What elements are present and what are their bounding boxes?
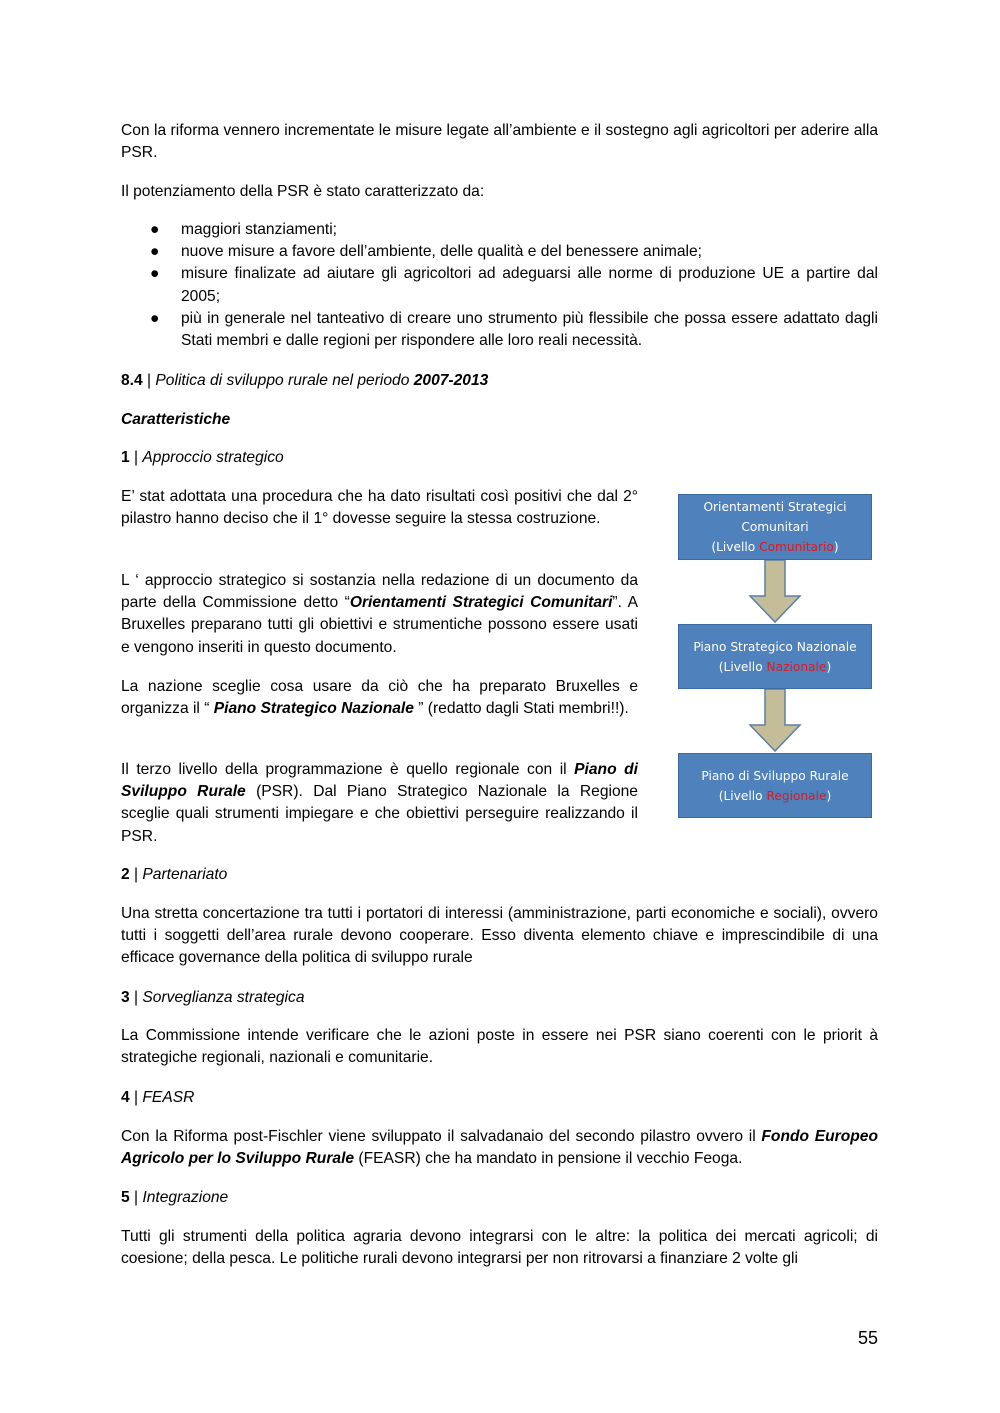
partenariato-paragraph: Una stretta concertazione tra tutti i portatori di interessi (amministrazione, parti economiche e sociali), ovvero tutti i soggetti dell’area rurale devono cooperare. Esso diventa elemento chiave e imprescindibile di una efficace governance della politica di sviluppo rurale bbox=[121, 905, 878, 967]
item-heading-5: 5 | Integrazione bbox=[121, 1189, 229, 1206]
approccio-paragraph-3: La nazione sceglie cosa usare da ciò che ha preparato Bruxelles e organizza il “ Piano Strategico Nazionale ” (redatto dagli Stati membri!!). bbox=[121, 678, 638, 718]
item-heading-4: 4 | FEASR bbox=[121, 1089, 195, 1106]
diagram-box-regionale: Piano di Sviluppo Rurale (Livello Regionale) bbox=[678, 753, 872, 818]
integrazione-paragraph: Tutti gli strumenti della politica agraria devono integrarsi con le altre: la politica dei mercati agricoli; di coesione; della pesca. Le politiche rurali devono integrarsi per non ritrovarsi a finanziare 2 volte gli bbox=[121, 1228, 878, 1268]
diagram-box-nazionale: Piano Strategico Nazionale (Livello Nazionale) bbox=[678, 624, 872, 689]
approccio-paragraph-1: E’ stat adottata una procedura che ha dato risultati così positivi che dal 2° pilastro hanno deciso che il 1° dovesse seguire la stessa costruzione. bbox=[121, 488, 638, 528]
arrow-down-icon bbox=[748, 560, 802, 624]
bullet-icon: ● bbox=[150, 221, 160, 238]
bullet-icon: ● bbox=[150, 243, 160, 261]
sorveglianza-paragraph: La Commissione intende verificare che le azioni poste in essere nei PSR siano coerenti con le priorit à strategiche regionali, nazionali e comunitarie. bbox=[121, 1027, 878, 1067]
approccio-paragraph-2: L ‘ approccio strategico si sostanzia nella redazione di un documento da parte della Commissione detto “Orientamenti Strategici Comunitari”. A Bruxelles preparano tutti gli obiettivi e strumentiche possono essere usati e vengono inseriti in questo documento. bbox=[121, 572, 638, 656]
bullet-list bbox=[121, 219, 878, 352]
section-heading: 8.4 | Politica di sviluppo rurale nel periodo 2007-2013 bbox=[121, 372, 489, 389]
list-item: ● misure finalizate ad aiutare gli agricoltori ad adeguarsi alle norme di produzione UE a partire dal 2005; bbox=[150, 265, 878, 305]
feasr-paragraph: Con la Riforma post-Fischler viene sviluppato il salvadanaio del secondo pilastro ovvero il Fondo Europeo Agricolo per lo Sviluppo Rurale (FEASR) che ha mandato in pensione il vecchio Feoga. bbox=[121, 1128, 878, 1168]
list-item: ● nuove misure a favore dell’ambiente, delle qualità e del benessere animale; bbox=[121, 241, 878, 263]
item-heading-1: 1 | Approccio strategico bbox=[121, 449, 284, 466]
page-number: 55 bbox=[857, 1328, 878, 1348]
approccio-paragraph-4: Il terzo livello della programmazione è quello regionale con il Piano di Sviluppo Rurale (PSR). Dal Piano Strategico Nazionale la Regione sceglie quali strumenti impiegare e che obiettivi perseguire realizzando il PSR. bbox=[121, 761, 638, 845]
item-heading-3: 3 | Sorveglianza strategica bbox=[121, 989, 305, 1006]
programming-levels-diagram bbox=[678, 494, 872, 818]
bullet-icon: ● bbox=[150, 309, 160, 327]
intro-lead: Il potenziamento della PSR è stato caratterizzato da: bbox=[121, 183, 485, 200]
list-item: ● maggiori stanziamenti; bbox=[121, 219, 878, 241]
subheading: Caratteristiche bbox=[121, 411, 231, 428]
list-item: ● più in generale nel tanteativo di creare uno strumento più flessibile che possa essere adattato dagli Stati membri e dalle regioni per rispondere alle loro reali necessità. bbox=[150, 309, 878, 350]
diagram-box-comunitario: Orientamenti Strategici Comunitari (Livello Comunitario) bbox=[678, 494, 872, 560]
item-heading-2: 2 | Partenariato bbox=[121, 866, 228, 883]
bullet-icon: ● bbox=[150, 265, 160, 283]
arrow-down-icon bbox=[748, 689, 802, 753]
intro-paragraph: Con la riforma vennero incrementate le misure legate all’ambiente e il sostegno agli agricoltori per aderire alla PSR. bbox=[121, 122, 878, 162]
